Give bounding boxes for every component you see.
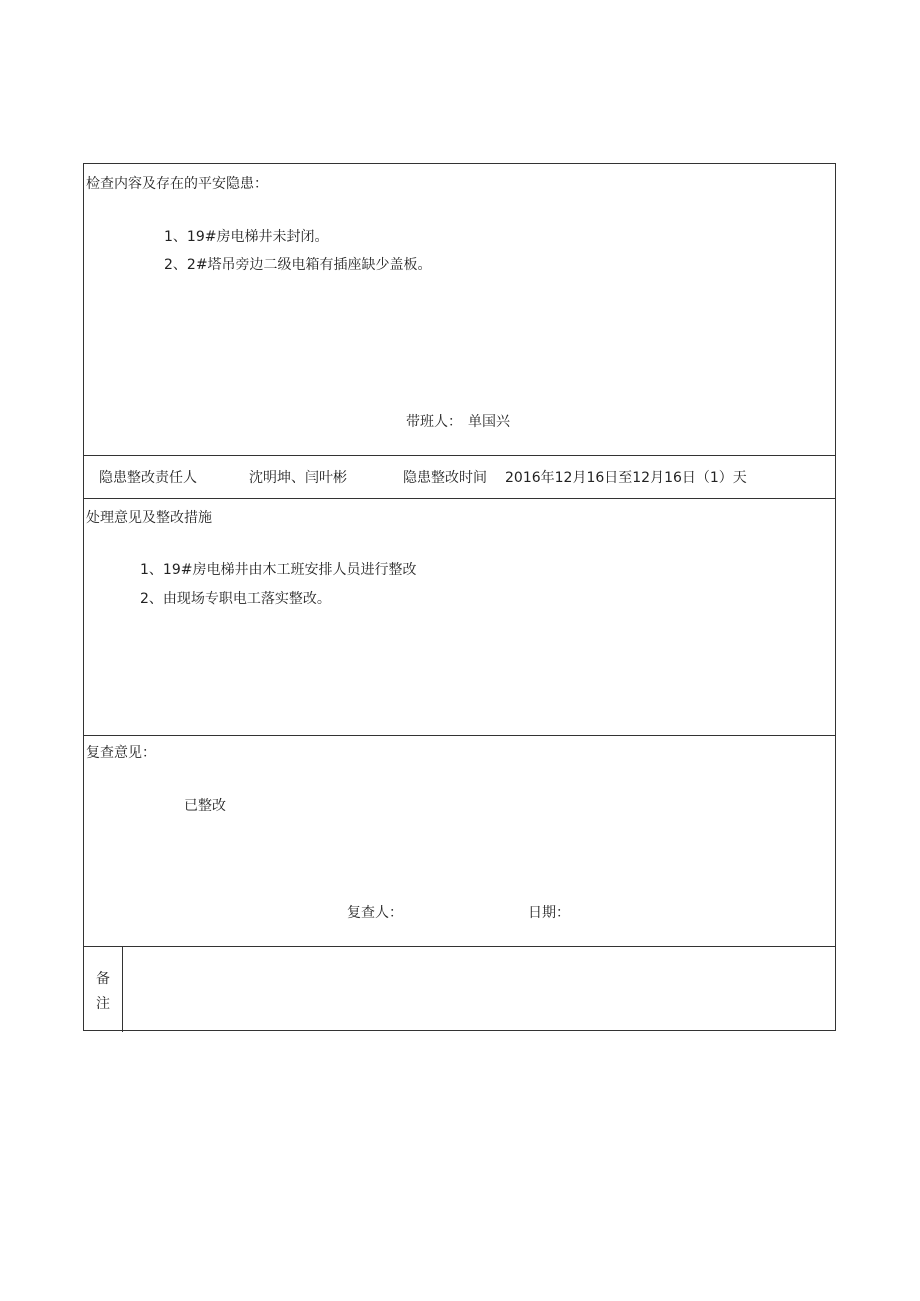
remarks-label-line1: 备 <box>96 971 110 987</box>
review-heading: 复查意见： <box>86 745 156 761</box>
rectification-section <box>84 455 835 498</box>
inspection-item-1: 1、19#房电梯井未封闭。 <box>164 229 329 245</box>
remarks-section <box>84 946 835 1032</box>
review-date-label: 日期： <box>528 905 570 921</box>
responsible-person-names: 沈明坤、闫叶彬 <box>249 470 347 486</box>
review-opinion: 已整改 <box>184 798 226 814</box>
responsible-person-label: 隐患整改责任人 <box>99 470 197 486</box>
handling-item-1: 1、19#房电梯井由木工班安排人员进行整改 <box>140 562 417 578</box>
remarks-label-line2: 注 <box>96 996 110 1012</box>
handling-heading: 处理意见及整改措施 <box>86 510 212 526</box>
rectification-time-label: 隐患整改时间 <box>403 470 487 486</box>
handling-section <box>84 498 835 735</box>
handling-item-2: 2、由现场专职电工落实整改。 <box>140 591 331 607</box>
rectification-time-value: 2016年12月16日至12月16日（1）天 <box>505 470 747 486</box>
shift-leader-name: 单国兴 <box>468 414 510 430</box>
safety-inspection-form <box>83 163 836 1031</box>
inspection-item-2: 2、2#塔吊旁边二级电箱有插座缺少盖板。 <box>164 257 432 273</box>
inspection-heading: 检查内容及存在的平安隐患： <box>86 176 268 192</box>
reviewer-label: 复查人： <box>347 905 403 921</box>
review-section <box>84 735 835 946</box>
shift-leader-label: 带班人： <box>406 414 462 430</box>
inspection-section <box>84 164 835 455</box>
remarks-divider <box>122 947 123 1032</box>
